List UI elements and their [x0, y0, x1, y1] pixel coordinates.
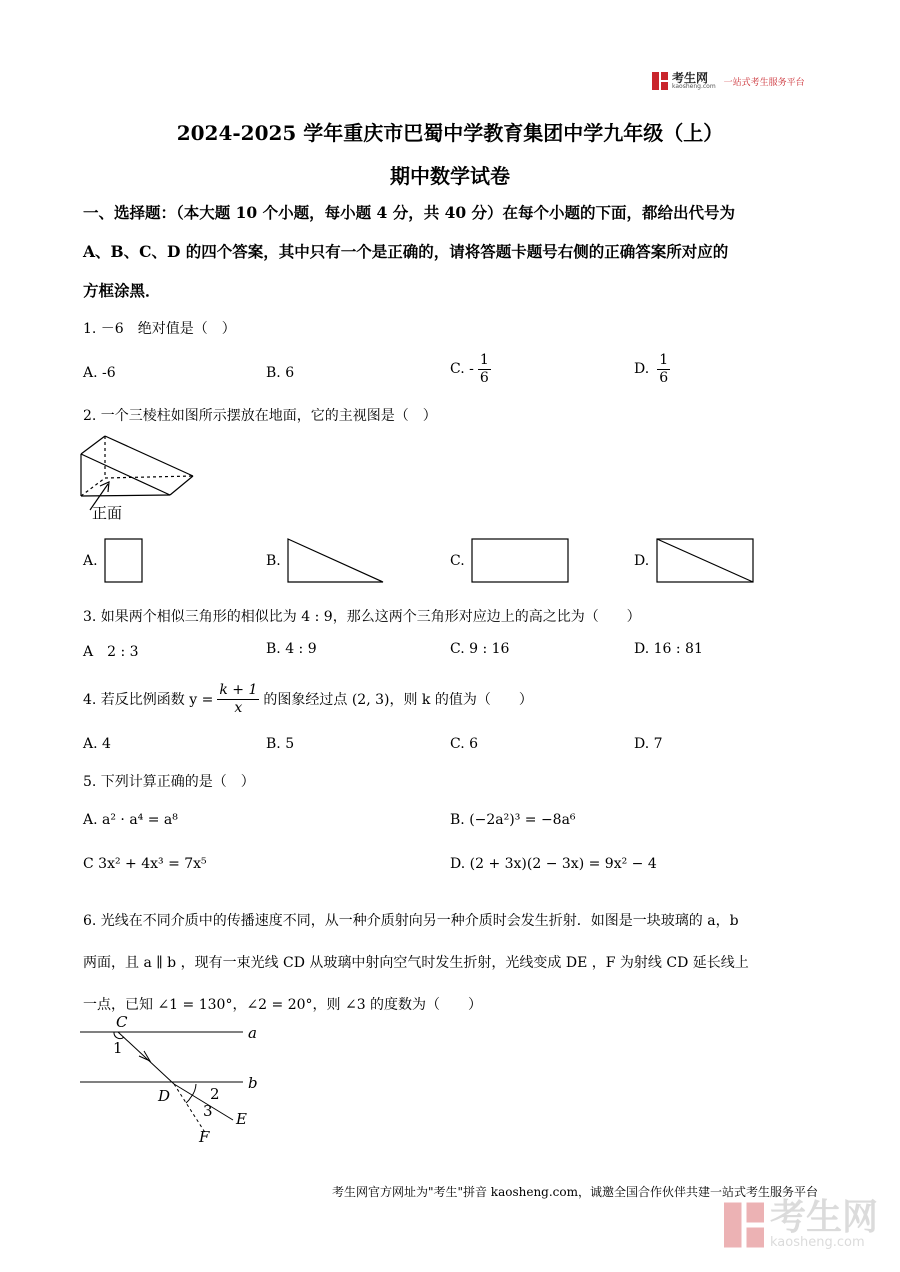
q6-line-3: 一点，已知 ∠1 = 130°，∠2 = 20°，则 ∠3 的度数为（ ）: [83, 997, 483, 1013]
refraction-figure: [78, 1010, 268, 1145]
label-d: D: [158, 1087, 171, 1105]
q3-option-d: D. 16 : 81: [634, 641, 703, 657]
section-line-2: A、B、C、D 的四个答案，其中只有一个是正确的，请将答题卡题号右侧的正确答案所对应的: [83, 242, 729, 261]
label-a: a: [248, 1024, 257, 1042]
q2-option-b-triangle-figure: [287, 538, 385, 584]
q2-option-a: A.: [83, 553, 98, 569]
label-e: E: [236, 1110, 247, 1128]
logo-slogan: 一站式考生服务平台: [723, 77, 805, 88]
q1-option-c-prefix: C. -: [450, 361, 474, 378]
kaosheng-logo-icon: [652, 72, 668, 90]
watermark-name: 考生网: [769, 1197, 878, 1238]
q5-option-c: C 3x² + 4x³ = 7x⁵: [83, 856, 207, 872]
q4-option-a: A. 4: [83, 736, 111, 752]
label-angle-1: 1: [113, 1039, 123, 1057]
fraction-numerator: k + 1: [219, 682, 258, 698]
q6-line-2: 两面，且 a ∥ b ，现有一束光线 CD 从玻璃中射向空气时发生折射，光线变成 DE ，F 为射线 CD 延长线上: [83, 955, 749, 971]
q4-option-c: C. 6: [450, 736, 479, 752]
question-1-stem: 1. －6 绝对值是（ ）: [83, 321, 236, 337]
watermark-logo-icon: [724, 1202, 764, 1248]
q1-option-a: A. -6: [83, 365, 116, 381]
q1-option-d: [634, 352, 670, 387]
q4-fraction: [217, 682, 259, 717]
front-label: 正面: [92, 504, 123, 522]
q2-option-c: C.: [450, 553, 465, 569]
section-instructions: [83, 193, 828, 310]
question-6-stem: [83, 900, 828, 1026]
q1-option-d-prefix: D.: [634, 361, 650, 378]
q3-option-c: C. 9 : 16: [450, 641, 510, 657]
fraction-denominator: 6: [479, 369, 489, 386]
label-angle-3: 3: [203, 1102, 213, 1120]
header-logo: [652, 72, 805, 90]
fraction-denominator: 6: [659, 369, 669, 386]
q4-stem-prefix: 4. 若反比例函数 y =: [83, 692, 214, 709]
section-line-1: 一、选择题：（本大题 10 个小题，每小题 4 分，共 40 分）在每个小题的下面，都给出代号为: [83, 203, 736, 222]
question-5-stem: 5. 下列计算正确的是（ ）: [83, 774, 255, 790]
q5-option-d: D. (2 + 3x)(2 − 3x) = 9x² − 4: [450, 856, 657, 872]
triangular-prism-figure: [78, 432, 208, 522]
exam-subtitle: 期中数学试卷: [390, 164, 510, 188]
watermark: [724, 1197, 878, 1250]
q2-option-a-rectangle-figure: [104, 538, 144, 584]
watermark-url: kaosheng.com: [769, 1235, 865, 1250]
q2-option-c-rectangle-figure: [471, 538, 570, 584]
q4-option-b: B. 5: [266, 736, 295, 752]
logo-url: kaosheng.com: [672, 83, 716, 90]
q4-stem-suffix: 的图象经过点 (2, 3)，则 k 的值为（ ）: [263, 692, 533, 709]
q3-option-b: B. 4 : 9: [266, 641, 317, 657]
fraction-numerator: 1: [659, 352, 669, 368]
q1-option-b: B. 6: [266, 365, 295, 381]
q5-option-a: A. a² · a⁴ = a⁸: [83, 812, 178, 828]
label-angle-2: 2: [210, 1085, 220, 1103]
logo-name: 考生网: [672, 71, 709, 85]
fraction-numerator: 1: [479, 352, 489, 368]
q2-option-b: B.: [266, 553, 281, 569]
footer-note: 考生网官方网址为"考生"拼音 kaosheng.com，诚邀全国合作伙伴共建一站式考生服务平台: [331, 1185, 818, 1199]
q1-option-c: [450, 352, 491, 387]
label-f: F: [199, 1128, 210, 1145]
question-2-stem: 2. 一个三棱柱如图所示摆放在地面，它的主视图是（ ）: [83, 408, 437, 424]
q2-option-d-rectangle-diagonal-figure: [656, 538, 755, 584]
q3-option-a: A 2 : 3: [83, 644, 139, 660]
section-line-3: 方框涂黑．: [83, 281, 161, 300]
q2-option-d: D.: [634, 553, 650, 569]
q1-option-d-fraction: [657, 352, 670, 387]
q1-option-c-fraction: [478, 352, 491, 387]
label-c: C: [116, 1013, 128, 1031]
exam-title: 2024-2025 学年重庆市巴蜀中学教育集团中学九年级（上）: [176, 121, 724, 145]
q6-line-1: 6. 光线在不同介质中的传播速度不同，从一种介质射向另一种介质时会发生折射．如图是一块玻璃的 a，b: [83, 913, 739, 929]
question-3-stem: 3. 如果两个相似三角形的相似比为 4 : 9，那么这两个三角形对应边上的高之比为（ ）: [83, 609, 641, 625]
question-4-stem: [83, 682, 533, 717]
label-b: b: [248, 1074, 258, 1092]
q4-option-d: D. 7: [634, 736, 663, 752]
q5-option-b: B. (−2a²)³ = −8a⁶: [450, 812, 576, 828]
fraction-denominator: x: [234, 699, 243, 716]
